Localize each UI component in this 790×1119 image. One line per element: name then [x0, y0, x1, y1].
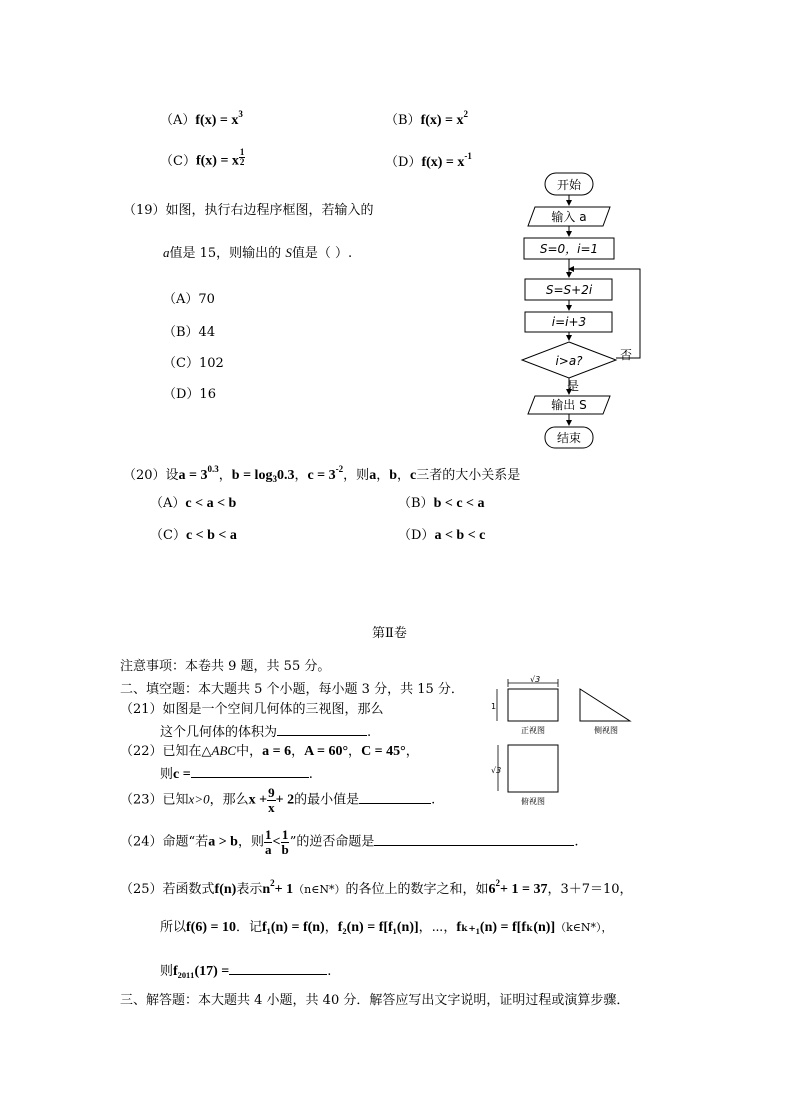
text: 表示	[236, 882, 263, 897]
fraction-numerator: 1	[264, 827, 272, 842]
flow-step1-text: S=S+2i	[545, 283, 593, 297]
text: 则	[160, 964, 174, 979]
log-base: 3	[272, 474, 277, 484]
fraction-numerator: 1	[239, 147, 245, 157]
q23-stem	[120, 786, 435, 814]
flow-yes-label: 是	[567, 379, 580, 393]
answer-blank[interactable]	[277, 723, 367, 736]
expr-angle-c: C = 45°	[361, 744, 406, 759]
q19-option-b: （B）44	[163, 325, 216, 340]
text: .	[327, 964, 332, 979]
expr-fn: f(n)	[214, 882, 237, 897]
domain: （k∈N*），	[555, 921, 613, 934]
expr: f₁(n) = f(n)	[262, 920, 325, 935]
option-label: （B）	[385, 113, 421, 128]
dim-left: 1	[491, 702, 497, 711]
flow-start-text: 开始	[556, 178, 582, 192]
option-exponent: -1	[464, 151, 472, 161]
text: .	[574, 834, 579, 850]
fraction-numerator: 9	[268, 785, 275, 800]
q20-option-c	[150, 529, 237, 543]
expr-c: c = 3	[307, 468, 336, 483]
q19-option-d: （D）16	[163, 387, 216, 402]
q19-option-a: （A）70	[163, 292, 215, 307]
q22-line2	[160, 765, 313, 782]
var-c: c	[410, 468, 417, 483]
section2-heading: 二、填空题：本大题共 5 个小题，每小题 3 分，共 15 分．	[120, 682, 464, 697]
expr: f(6) = 10	[186, 920, 236, 935]
q20-option-d	[398, 529, 485, 543]
answer-blank[interactable]	[229, 962, 327, 975]
condition: x>0	[188, 791, 210, 807]
answer-blank[interactable]	[374, 833, 574, 846]
text: ”的逆否命题是	[289, 834, 375, 850]
option-expr: f(x) = x	[195, 113, 239, 128]
option-expr: c < b < a	[185, 528, 237, 543]
dim-top: √3	[530, 675, 541, 684]
option-label: （A）	[150, 496, 186, 511]
part2-note: 注意事项：本卷共 9 题，共 55 分。	[120, 659, 331, 674]
text: .	[308, 767, 313, 782]
fraction	[267, 786, 276, 814]
less-than: <	[272, 834, 281, 850]
text: ，	[348, 744, 362, 759]
expr: f₂₀₁₁(17) =	[173, 964, 230, 979]
text: （24）命题“若	[120, 834, 209, 850]
text: ，⋯，	[418, 920, 457, 935]
q24-stem	[120, 828, 579, 856]
exponent: 2	[270, 878, 275, 888]
expr: + 1 = 37	[500, 882, 548, 897]
section3-heading: 三、解答题：本大题共 4 小题，共 40 分．解答应写出文字说明，证明过程或演算步骤．	[120, 993, 630, 1008]
top-view-label: 俯视图	[521, 797, 545, 806]
var-s: S	[285, 245, 292, 260]
option-exponent-fraction	[239, 148, 246, 168]
top-view-shape	[508, 745, 558, 792]
flow-condition-text: i>a?	[555, 354, 583, 368]
fraction-denominator: 2	[239, 157, 245, 168]
option-expr: f(x) = x	[421, 155, 465, 170]
fraction	[280, 828, 289, 856]
expr: n	[262, 882, 271, 897]
expr: x +	[248, 792, 268, 808]
exponent: 2	[495, 878, 500, 888]
var-a: a	[369, 468, 377, 483]
option-exponent: 3	[238, 109, 243, 119]
flow-no-label: 否	[620, 348, 633, 362]
option-expr: a < b < c	[434, 528, 486, 543]
flow-output-text: 输出 S	[551, 398, 587, 412]
text: ，3＋7＝10，	[547, 882, 633, 897]
text: 的各位上的数字之和，如	[345, 882, 489, 897]
exponent: -2	[335, 464, 344, 474]
expr: 6	[488, 882, 496, 897]
part2-title: 第Ⅱ卷	[372, 626, 407, 641]
answer-blank[interactable]	[359, 791, 431, 804]
text: 值是（ ）.	[291, 246, 353, 261]
expr: f₂(n) = f[f₁(n)]	[337, 920, 419, 935]
option-label: （D）	[385, 155, 422, 170]
option-label: （C）	[160, 154, 196, 169]
front-view-label: 正视图	[521, 726, 545, 735]
text: 中，	[236, 744, 263, 759]
q20-option-b	[398, 497, 485, 511]
option-label: （C）	[150, 528, 186, 543]
text: （25）若函数式	[120, 882, 215, 897]
expr-a: a = 6	[262, 744, 292, 759]
log-arg: 0.3	[276, 468, 295, 483]
exponent: 0.3	[207, 464, 219, 474]
three-views-figure	[490, 673, 640, 813]
q19-option-c: （C）102	[163, 356, 224, 371]
flow-init-text: S=0，i=1	[539, 242, 599, 256]
expr-angle-a: A = 60°	[304, 744, 349, 759]
expr: + 2	[275, 792, 295, 808]
option-exponent: 2	[463, 109, 469, 119]
text: （22）已知在△	[120, 744, 212, 759]
option-label: （D）	[398, 528, 435, 543]
q25-line3	[160, 962, 331, 979]
answer-blank[interactable]	[191, 765, 309, 778]
text: 则	[160, 767, 174, 782]
q19-stem-line1: （19）如图，执行右边程序框图，若输入的	[123, 203, 374, 218]
q21-line2	[160, 723, 371, 739]
expr: fₖ₊₁(n) = f[fₖ(n)]	[456, 920, 556, 935]
text: ．记	[235, 920, 262, 935]
expr-c: c =	[173, 767, 191, 782]
q22-line1	[120, 744, 419, 759]
q19-stem-line2	[163, 246, 352, 260]
q20-option-a	[150, 497, 236, 511]
expr: + 1	[274, 882, 294, 897]
q25-line1	[120, 879, 633, 897]
condition: a > b	[208, 834, 238, 850]
flow-step2-text: i=i+3	[551, 315, 587, 329]
dim-top-view: √3	[491, 766, 502, 775]
domain: （n∈N*）	[293, 883, 346, 896]
q18-option-a	[160, 110, 243, 128]
option-label: （A）	[160, 113, 196, 128]
fraction-denominator: b	[281, 841, 289, 857]
fraction-denominator: x	[268, 799, 275, 815]
fraction-denominator: a	[264, 841, 272, 857]
option-expr: f(x) = x	[420, 113, 464, 128]
triangle-name: ABC	[211, 743, 237, 758]
fraction-numerator: 1	[281, 827, 289, 842]
option-expr: b < c < a	[433, 496, 485, 511]
text: 这个几何体的体积为	[160, 725, 278, 740]
q18-option-b	[385, 110, 468, 128]
text: ，则	[343, 468, 370, 483]
q18-option-c	[160, 148, 245, 169]
side-view-shape	[580, 689, 630, 721]
var-a: a	[163, 245, 170, 260]
option-expr: f(x) = x	[195, 153, 239, 169]
expr-b: b = log	[231, 468, 273, 483]
side-view-label: 侧视图	[594, 726, 618, 735]
option-label: （B）	[398, 496, 434, 511]
text: ，那么	[209, 792, 249, 808]
flow-end-text: 结束	[556, 431, 582, 445]
q25-line2: 所以f(6) = 10．记f₁(n) = f(n)，f₂(n) = f[f₁(n)]，⋯，fₖ₊₁(n) = f[fₖ(n)]（k∈N*），	[160, 920, 613, 935]
text: ，则	[237, 834, 264, 850]
text: .	[431, 792, 436, 808]
text: 三者的大小关系是	[416, 468, 521, 483]
text: ，	[291, 744, 305, 759]
text: ，	[405, 744, 419, 759]
text: （23）已知	[120, 792, 189, 808]
flowchart	[510, 168, 650, 453]
q21-line1: （21）如图是一个空间几何体的三视图，那么	[120, 702, 384, 717]
var-b: b	[389, 468, 397, 483]
text: 的最小值是	[294, 792, 360, 808]
front-view-shape	[508, 689, 558, 721]
text: （20）设	[123, 468, 179, 483]
q20-stem: （20）设$a = 3^{0.3}$，$b = \log_30.3$，$c = 3^{-2}$，则a，b，c三者的大小关系是	[123, 464, 521, 484]
text: 所以	[160, 920, 187, 935]
q18-option-d	[385, 152, 472, 170]
text: .	[367, 725, 372, 740]
flow-input-text: 输入 a	[551, 210, 587, 224]
expr-a: a = 3	[178, 468, 208, 483]
text: 值是 15，则输出的	[169, 246, 282, 261]
option-expr: c < a < b	[185, 496, 237, 511]
